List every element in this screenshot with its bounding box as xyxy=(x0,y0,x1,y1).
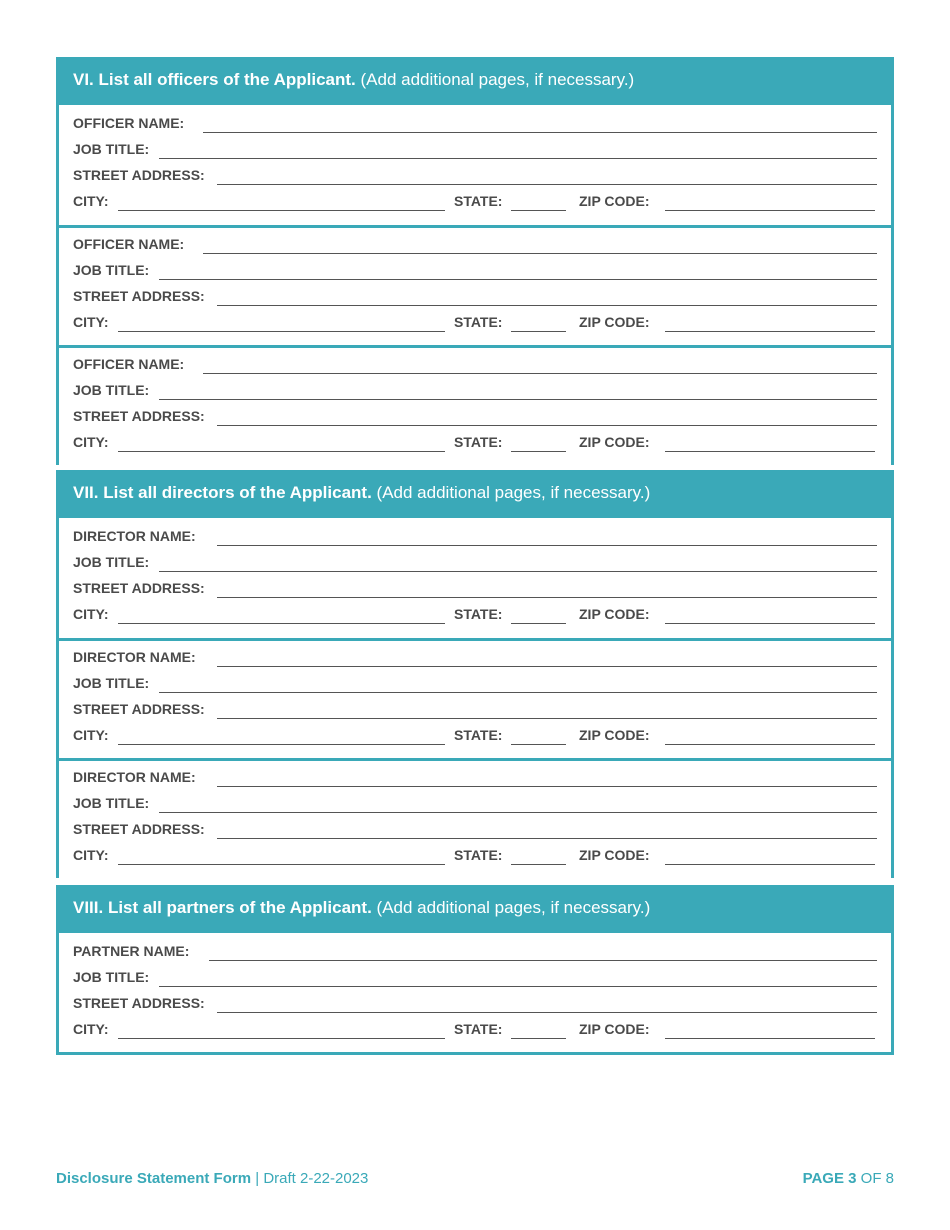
city-label: CITY: xyxy=(73,847,109,863)
job-title-label: JOB TITLE: xyxy=(73,969,150,985)
officer-name-label: OFFICER NAME: xyxy=(73,236,185,252)
state-label: STATE: xyxy=(454,193,503,209)
job-title-label: JOB TITLE: xyxy=(73,262,150,278)
zip-code-field[interactable] xyxy=(665,1023,875,1039)
zip-code-label: ZIP CODE: xyxy=(579,606,650,622)
city-field[interactable] xyxy=(118,1023,445,1039)
state-field[interactable] xyxy=(511,195,566,211)
state-label: STATE: xyxy=(454,727,503,743)
city-field[interactable] xyxy=(118,316,445,332)
director-name-label: DIRECTOR NAME: xyxy=(73,769,196,785)
city-field[interactable] xyxy=(118,608,445,624)
zip-code-label: ZIP CODE: xyxy=(579,1021,650,1037)
officer-entry-2 xyxy=(59,225,891,345)
street-address-label: STREET ADDRESS: xyxy=(73,701,205,717)
street-address-field[interactable] xyxy=(217,823,877,839)
zip-code-field[interactable] xyxy=(665,729,875,745)
street-address-label: STREET ADDRESS: xyxy=(73,167,205,183)
partners-section xyxy=(56,885,894,1055)
director-entry-1 xyxy=(59,518,891,638)
footer-page-number xyxy=(803,1170,894,1187)
state-field[interactable] xyxy=(511,608,566,624)
zip-code-field[interactable] xyxy=(665,316,875,332)
officer-entry-1 xyxy=(59,105,891,225)
street-address-field[interactable] xyxy=(217,169,877,185)
partner-entry-1 xyxy=(59,933,891,1052)
job-title-label: JOB TITLE: xyxy=(73,141,150,157)
partners-section-header xyxy=(59,885,891,933)
job-title-label: JOB TITLE: xyxy=(73,675,150,691)
footer-page-current: PAGE 3 xyxy=(802,1170,857,1187)
director-name-field[interactable] xyxy=(217,771,877,787)
street-address-field[interactable] xyxy=(217,997,877,1013)
officer-name-label: OFFICER NAME: xyxy=(73,356,185,372)
officer-name-field[interactable] xyxy=(203,117,877,133)
directors-section xyxy=(56,470,894,878)
director-name-label: DIRECTOR NAME: xyxy=(73,649,196,665)
job-title-label: JOB TITLE: xyxy=(73,795,150,811)
partner-name-field[interactable] xyxy=(209,945,877,961)
director-entry-2 xyxy=(59,638,891,758)
state-field[interactable] xyxy=(511,316,566,332)
street-address-field[interactable] xyxy=(217,290,877,306)
footer-draft-date: Draft 2-22-2023 xyxy=(263,1170,369,1187)
city-label: CITY: xyxy=(73,434,109,450)
job-title-field[interactable] xyxy=(159,143,877,159)
partners-section-note: (Add additional pages, if necessary.) xyxy=(376,898,651,917)
state-label: STATE: xyxy=(454,434,503,450)
state-label: STATE: xyxy=(454,1021,503,1037)
city-label: CITY: xyxy=(73,314,109,330)
city-field[interactable] xyxy=(118,729,445,745)
job-title-field[interactable] xyxy=(159,971,877,987)
directors-section-header xyxy=(59,470,891,518)
city-label: CITY: xyxy=(73,606,109,622)
city-field[interactable] xyxy=(118,436,445,452)
officers-section-title: VI. List all officers of the Applicant. xyxy=(73,70,356,89)
street-address-field[interactable] xyxy=(217,703,877,719)
city-field[interactable] xyxy=(118,195,445,211)
footer-form-info xyxy=(56,1170,368,1187)
director-name-field[interactable] xyxy=(217,651,877,667)
state-label: STATE: xyxy=(454,606,503,622)
state-label: STATE: xyxy=(454,847,503,863)
street-address-label: STREET ADDRESS: xyxy=(73,995,205,1011)
officers-section-note: (Add additional pages, if necessary.) xyxy=(360,70,635,89)
zip-code-label: ZIP CODE: xyxy=(579,847,650,863)
job-title-field[interactable] xyxy=(159,797,877,813)
officer-name-field[interactable] xyxy=(203,358,877,374)
job-title-field[interactable] xyxy=(159,264,877,280)
footer-form-name: Disclosure Statement Form xyxy=(56,1170,252,1187)
partners-section-title: VIII. List all partners of the Applicant. xyxy=(73,898,372,917)
zip-code-label: ZIP CODE: xyxy=(579,193,650,209)
officer-entry-3 xyxy=(59,345,891,465)
street-address-label: STREET ADDRESS: xyxy=(73,408,205,424)
street-address-label: STREET ADDRESS: xyxy=(73,821,205,837)
zip-code-field[interactable] xyxy=(665,849,875,865)
state-field[interactable] xyxy=(511,1023,566,1039)
zip-code-label: ZIP CODE: xyxy=(579,434,650,450)
state-label: STATE: xyxy=(454,314,503,330)
job-title-label: JOB TITLE: xyxy=(73,554,150,570)
city-label: CITY: xyxy=(73,1021,109,1037)
footer-page-total: OF 8 xyxy=(860,1170,894,1187)
state-field[interactable] xyxy=(511,729,566,745)
city-label: CITY: xyxy=(73,193,109,209)
job-title-label: JOB TITLE: xyxy=(73,382,150,398)
street-address-label: STREET ADDRESS: xyxy=(73,580,205,596)
job-title-field[interactable] xyxy=(159,556,877,572)
director-name-label: DIRECTOR NAME: xyxy=(73,528,196,544)
officers-section xyxy=(56,57,894,465)
state-field[interactable] xyxy=(511,849,566,865)
street-address-field[interactable] xyxy=(217,410,877,426)
job-title-field[interactable] xyxy=(159,677,877,693)
officer-name-label: OFFICER NAME: xyxy=(73,115,185,131)
officer-name-field[interactable] xyxy=(203,238,877,254)
zip-code-label: ZIP CODE: xyxy=(579,314,650,330)
partner-name-label: PARTNER NAME: xyxy=(73,943,190,959)
footer-separator: | xyxy=(255,1170,260,1187)
director-entry-3 xyxy=(59,758,891,878)
directors-section-note: (Add additional pages, if necessary.) xyxy=(376,483,651,502)
directors-section-title: VII. List all directors of the Applicant. xyxy=(73,483,372,502)
street-address-field[interactable] xyxy=(217,582,877,598)
job-title-field[interactable] xyxy=(159,384,877,400)
director-name-field[interactable] xyxy=(217,530,877,546)
city-label: CITY: xyxy=(73,727,109,743)
zip-code-field[interactable] xyxy=(665,195,875,211)
zip-code-field[interactable] xyxy=(665,608,875,624)
state-field[interactable] xyxy=(511,436,566,452)
zip-code-label: ZIP CODE: xyxy=(579,727,650,743)
zip-code-field[interactable] xyxy=(665,436,875,452)
city-field[interactable] xyxy=(118,849,445,865)
officers-section-header xyxy=(59,57,891,105)
street-address-label: STREET ADDRESS: xyxy=(73,288,205,304)
